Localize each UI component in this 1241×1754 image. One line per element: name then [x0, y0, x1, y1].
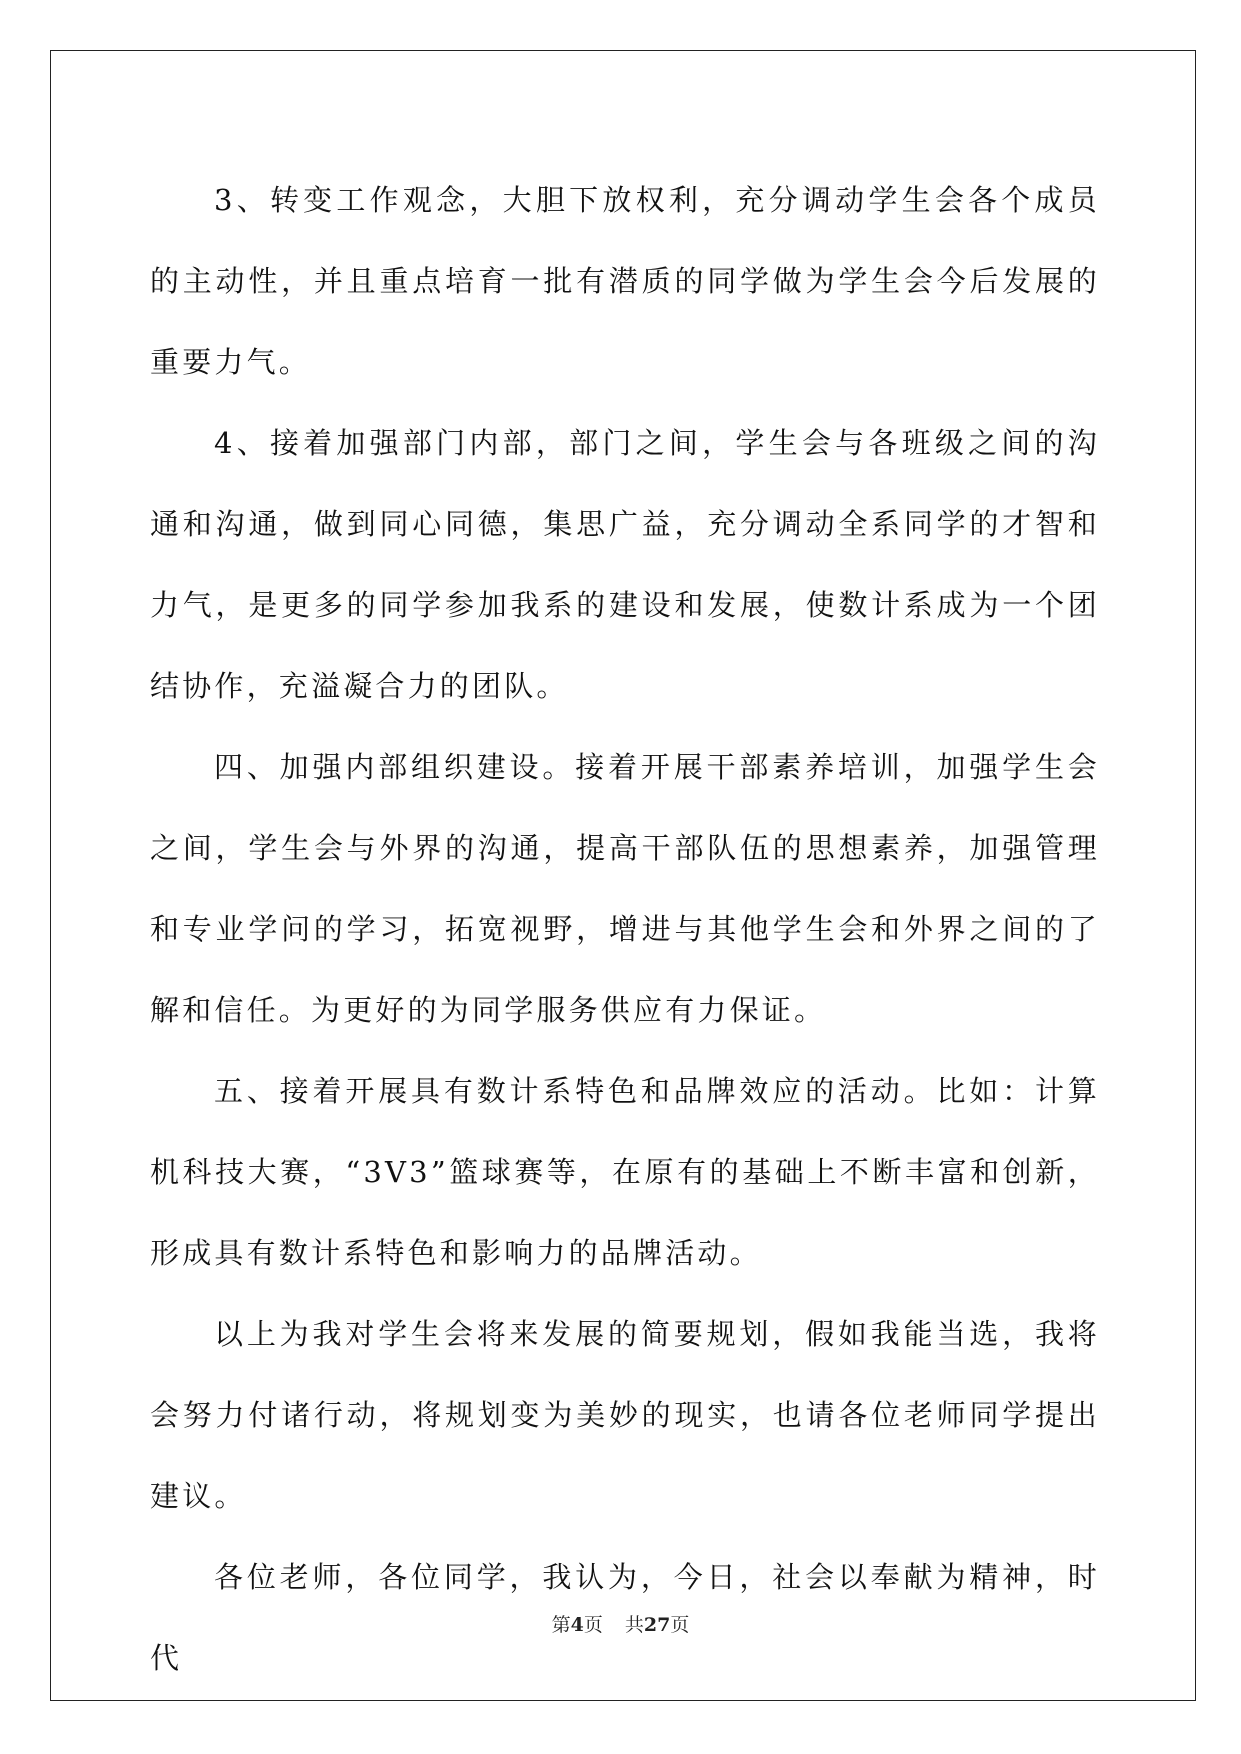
- page-prefix: 第: [551, 1614, 571, 1636]
- paragraph-2: 4、接着加强部门内部，部门之间，学生会与各班级之间的沟通和沟通，做到同心同德，集思广益，充分调动全系同学的才智和力气，是更多的同学参加我系的建设和发展，使数计系成为一个团结协作，充溢凝合力的团队。: [150, 426, 1100, 703]
- page-footer: [0, 1610, 1241, 1637]
- total-pages: 27: [643, 1614, 671, 1636]
- total-suffix: 页: [670, 1614, 690, 1636]
- paragraph-4: 五、接着开展具有数计系特色和品牌效应的活动。比如：计算机科技大赛，“3V3”篮球赛等，在原有的基础上不断丰富和创新，形成具有数计系特色和影响力的品牌活动。: [150, 1074, 1100, 1270]
- document-body: [150, 160, 1100, 1699]
- page-suffix: 页: [583, 1614, 603, 1636]
- paragraph-6: 各位老师，各位同学，我认为，今日，社会以奉献为精神，时代: [150, 1560, 1100, 1675]
- paragraph-3: 四、加强内部组织建设。接着开展干部素养培训，加强学生会之间，学生会与外界的沟通，提高干部队伍的思想素养，加强管理和专业学问的学习，拓宽视野，增进与其他学生会和外界之间的了解和信任。为更好的为同学服务供应有力保证。: [150, 750, 1100, 1027]
- page-number: 4: [570, 1614, 584, 1636]
- paragraph-1: 3、转变工作观念，大胆下放权利，充分调动学生会各个成员的主动性，并且重点培育一批有潜质的同学做为学生会今后发展的重要力气。: [150, 183, 1100, 379]
- total-prefix: 共: [624, 1614, 644, 1636]
- paragraph-5: 以上为我对学生会将来发展的简要规划，假如我能当选，我将会努力付诸行动，将规划变为美妙的现实，也请各位老师同学提出建议。: [150, 1317, 1100, 1513]
